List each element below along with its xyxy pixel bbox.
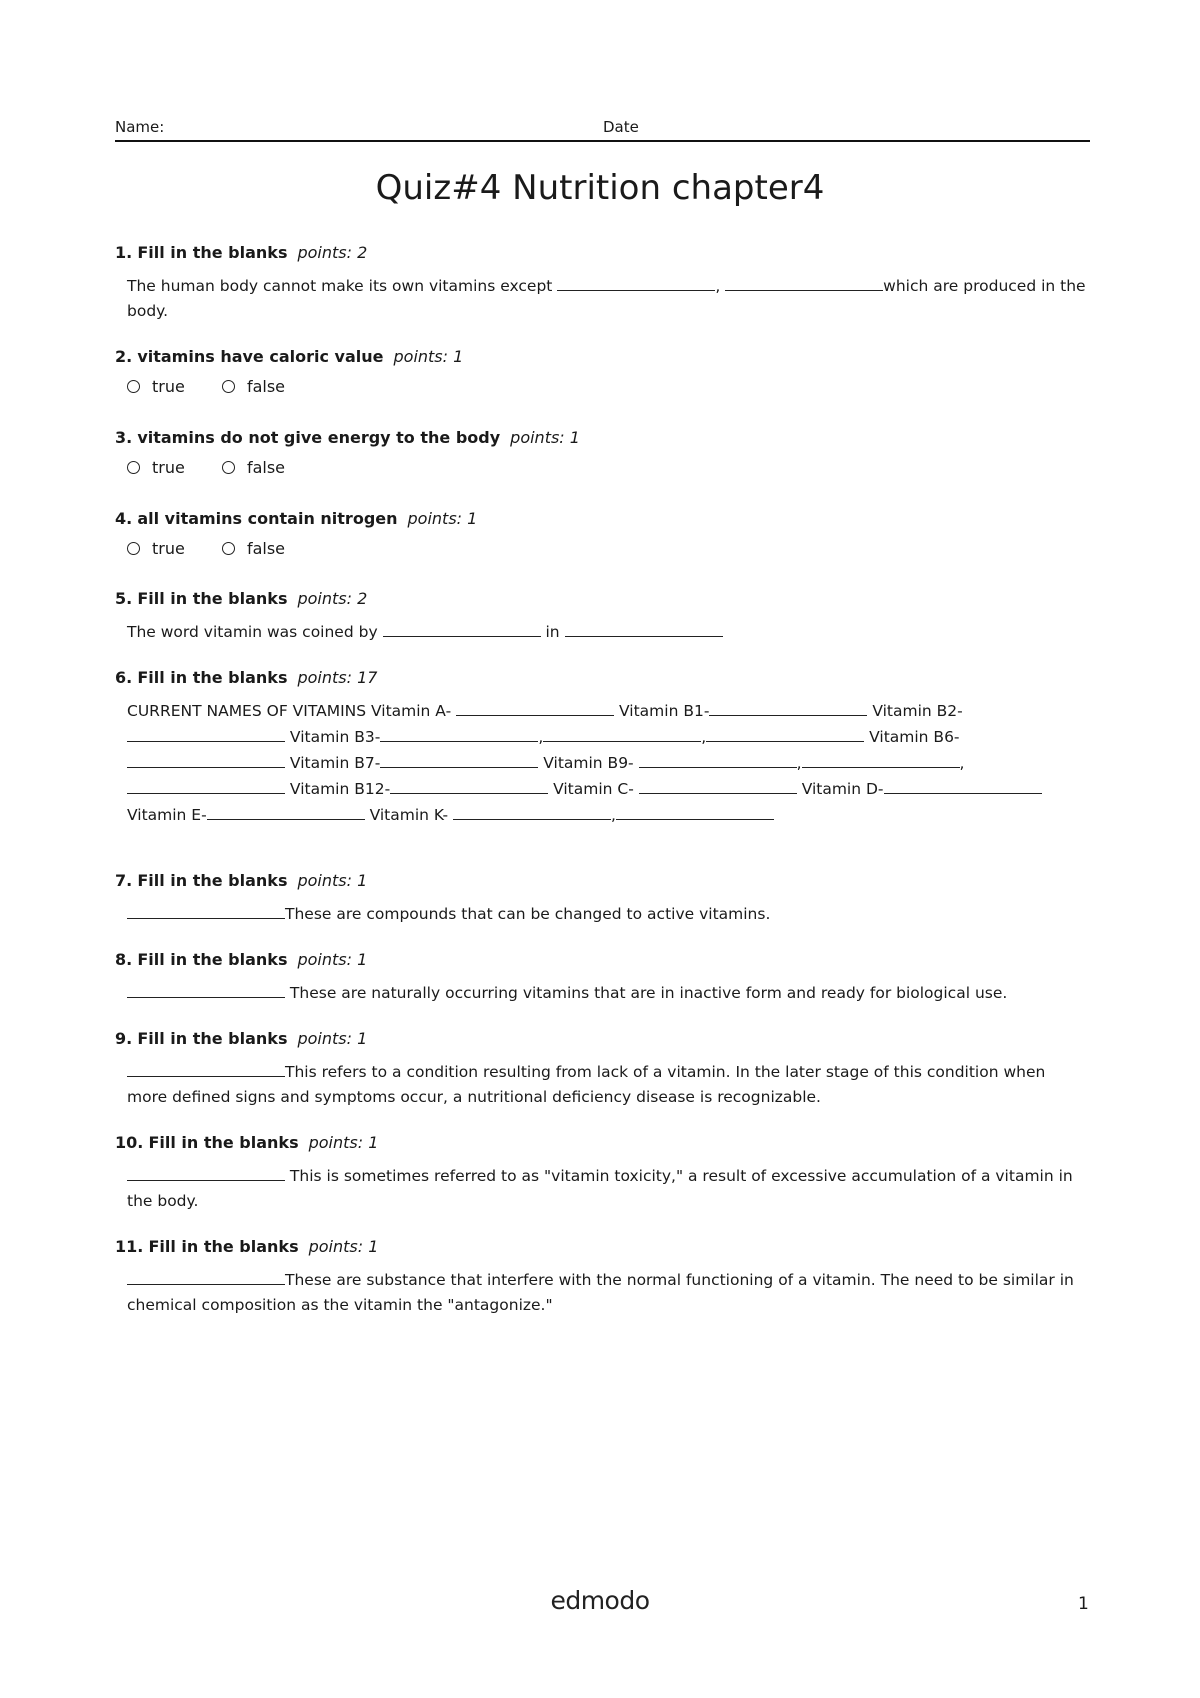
question-number: 1. — [115, 243, 133, 262]
question-number: 11. — [115, 1237, 144, 1256]
answer-blank[interactable] — [127, 1059, 285, 1077]
question-number: 4. — [115, 509, 133, 528]
question-title: vitamins have caloric value — [137, 347, 384, 366]
answer-blank[interactable] — [616, 802, 774, 820]
name-label: Name: — [115, 118, 165, 136]
question-8 — [115, 950, 1085, 1006]
question-9 — [115, 1029, 1085, 1110]
answer-blank[interactable] — [207, 802, 365, 820]
question-text: These are compounds that can be changed to active vitamins. — [127, 901, 1087, 927]
radio-button-icon[interactable] — [222, 461, 235, 474]
question-7 — [115, 871, 1085, 927]
answer-blank[interactable] — [456, 698, 614, 716]
answer-blank[interactable] — [127, 901, 285, 919]
answer-blank[interactable] — [390, 776, 548, 794]
question-title: vitamins do not give energy to the body — [137, 428, 501, 447]
question-points: points: 2 — [297, 589, 368, 608]
answer-blank[interactable] — [453, 802, 611, 820]
radio-button-icon[interactable] — [222, 380, 235, 393]
question-title: Fill in the blanks — [137, 589, 288, 608]
question-title: Fill in the blanks — [148, 1133, 299, 1152]
question-5 — [115, 589, 1085, 645]
answer-blank[interactable] — [543, 724, 701, 742]
question-title: Fill in the blanks — [137, 871, 288, 890]
question-title: Fill in the blanks — [148, 1237, 299, 1256]
answer-blank[interactable] — [639, 750, 797, 768]
question-text: This is sometimes referred to as "vitamin toxicity," a result of excessive accumulation of a vitamin in the body. — [127, 1163, 1087, 1214]
question-number: 8. — [115, 950, 133, 969]
question-11 — [115, 1237, 1085, 1318]
question-number: 3. — [115, 428, 133, 447]
question-points: points: 1 — [297, 950, 368, 969]
question-points: points: 17 — [297, 668, 378, 687]
question-title: all vitamins contain nitrogen — [137, 509, 398, 528]
radio-button-icon[interactable] — [222, 542, 235, 555]
question-title: Fill in the blanks — [137, 668, 288, 687]
question-text: These are substance that interfere with the normal functioning of a vitamin. The need to be similar in chemical composition as the vitamin the "antagonize." — [127, 1267, 1087, 1318]
question-title: Fill in the blanks — [137, 1029, 288, 1048]
question-10 — [115, 1133, 1085, 1214]
question-number: 10. — [115, 1133, 144, 1152]
question-text: The word vitamin was coined by in — [127, 619, 1087, 645]
question-1 — [115, 243, 1085, 324]
answer-blank[interactable] — [127, 1163, 285, 1181]
question-points: points: 1 — [407, 509, 478, 528]
choice-false[interactable]: false — [222, 539, 285, 559]
question-6 — [115, 668, 1085, 828]
choice-true[interactable]: true — [127, 458, 185, 478]
radio-button-icon[interactable] — [127, 380, 140, 393]
answer-blank[interactable] — [380, 724, 538, 742]
question-number: 5. — [115, 589, 133, 608]
question-text: The human body cannot make its own vitamins except , which are produced in the body. — [127, 273, 1087, 324]
choice-true[interactable]: true — [127, 539, 185, 559]
question-number: 7. — [115, 871, 133, 890]
answer-blank[interactable] — [706, 724, 864, 742]
answer-blank[interactable] — [127, 750, 285, 768]
answer-blank[interactable] — [802, 750, 960, 768]
question-2 — [115, 347, 1085, 397]
answer-blank[interactable] — [884, 776, 1042, 794]
choice-false[interactable]: false — [222, 377, 285, 397]
choice-false[interactable]: false — [222, 458, 285, 478]
answer-blank[interactable] — [383, 619, 541, 637]
answer-blank[interactable] — [557, 273, 715, 291]
page-number: 1 — [1078, 1594, 1089, 1614]
question-4 — [115, 509, 1085, 559]
question-points: points: 1 — [510, 428, 580, 447]
answer-blank[interactable] — [709, 698, 867, 716]
question-title: Fill in the blanks — [137, 243, 288, 262]
question-points: points: 1 — [308, 1237, 379, 1256]
choice-true[interactable]: true — [127, 377, 185, 397]
answer-blank[interactable] — [565, 619, 723, 637]
answer-blank[interactable] — [127, 980, 285, 998]
edmodo-logo: edmodo — [550, 1586, 650, 1615]
question-points: points: 2 — [297, 243, 368, 262]
page-title: Quiz#4 Nutrition chapter4 — [375, 168, 825, 208]
answer-blank[interactable] — [127, 724, 285, 742]
question-text: CURRENT NAMES OF VITAMINS Vitamin A- Vitamin B1- Vitamin B2- Vitamin B3- , , Vitamin B6- Vitamin B7- Vitamin B9- , , Vitamin B12- Vitamin C- Vitamin D- Vitamin E- Vitamin K- , — [127, 698, 1087, 828]
question-text: This refers to a condition resulting from lack of a vitamin. In the later stage of this condition when more defined signs and symptoms occur, a nutritional deficiency disease is recognizable. — [127, 1059, 1087, 1110]
date-label: Date — [603, 118, 639, 136]
answer-blank[interactable] — [380, 750, 538, 768]
question-3 — [115, 428, 1085, 478]
question-points: points: 1 — [308, 1133, 379, 1152]
question-number: 6. — [115, 668, 133, 687]
question-points: points: 1 — [297, 1029, 368, 1048]
radio-button-icon[interactable] — [127, 542, 140, 555]
answer-blank[interactable] — [127, 776, 285, 794]
answer-blank[interactable] — [127, 1267, 285, 1285]
question-points: points: 1 — [393, 347, 464, 366]
question-number: 9. — [115, 1029, 133, 1048]
radio-button-icon[interactable] — [127, 461, 140, 474]
question-points: points: 1 — [297, 871, 368, 890]
question-text: These are naturally occurring vitamins that are in inactive form and ready for biological use. — [127, 980, 1087, 1006]
name-date-header — [115, 116, 1090, 142]
answer-blank[interactable] — [725, 273, 883, 291]
answer-blank[interactable] — [639, 776, 797, 794]
question-number: 2. — [115, 347, 133, 366]
question-title: Fill in the blanks — [137, 950, 288, 969]
